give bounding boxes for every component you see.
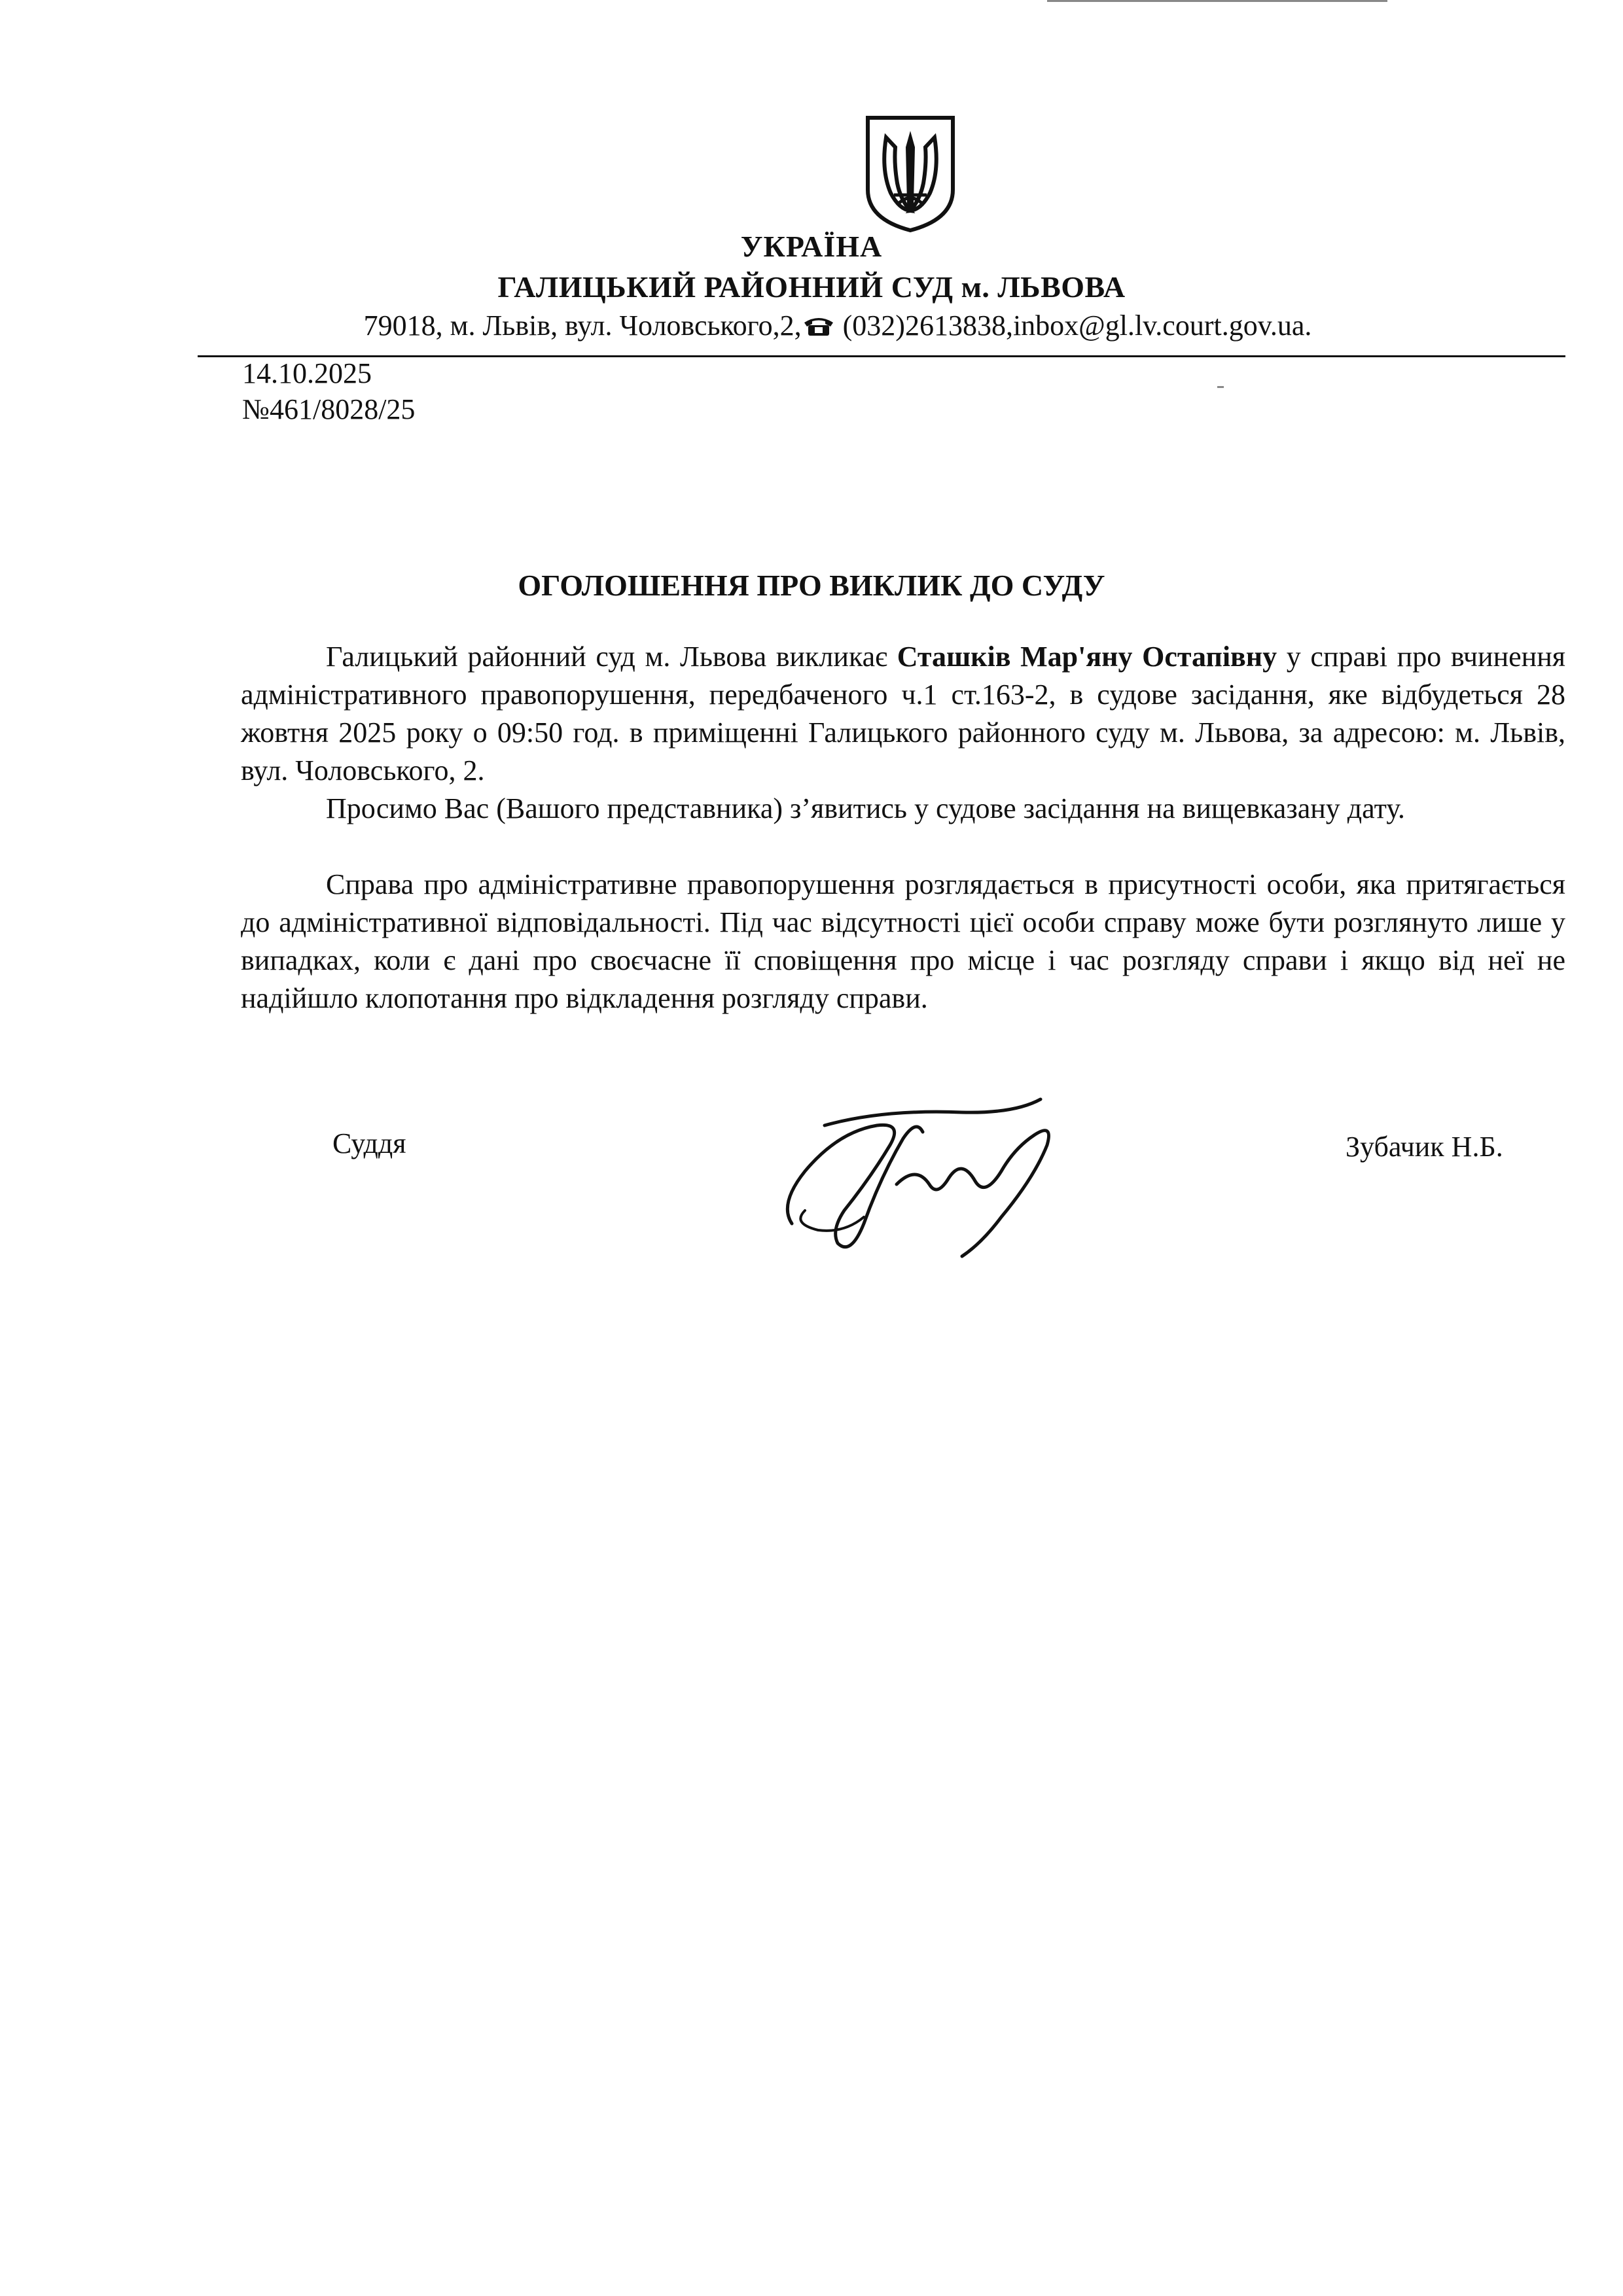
summons-intro: Галицький районний суд м. Львова викликає — [326, 641, 897, 673]
court-address-line — [26, 309, 1623, 342]
header-divider — [198, 355, 1565, 357]
summons-paragraph — [241, 638, 1565, 790]
court-phone: (032)2613838, — [835, 309, 1013, 342]
handwritten-signature — [766, 1073, 1080, 1269]
court-name: ГАЛИЦЬКИЙ РАЙОННИЙ СУД м. ЛЬВОВА — [497, 270, 1126, 304]
judge-name: Зубачик Н.Б. — [1346, 1131, 1503, 1163]
procedure-note-paragraph: Справа про адміністративне правопорушення розглядається в присутності особи, яка притягається до адміністративної відповідальності. Під час відсутності цієї особи справу може бути розглянуто лише у випадках, коли є дані про своєчасне її сповіщення про місце і час розгляду справи і якщо від неї не надійшло клопотання про відкладення розгляду справи. — [241, 868, 1565, 1014]
judge-role-label: Суддя — [332, 1127, 406, 1159]
court-email: inbox@gl.lv.court.gov.ua. — [1012, 309, 1312, 342]
scan-artifact — [1047, 0, 1387, 2]
summons-details: у справі про вчинення адміністративного правопорушення, передбаченого ч.1 ст.163-2, в судове засідання, яке відбудеться 28 жовтня 2025 року о 09:50 год. в приміщенні Галицького районного суду м. Львова, за адресою: м. Львів, вул. Чоловського, 2. — [241, 641, 1565, 786]
appearance-request-paragraph: Просимо Вас (Вашого представника) з’явитись у судове засідання на вищевказану дату. — [326, 792, 1405, 824]
summoned-person-name: Сташків Мар'яну Остапівну — [897, 641, 1277, 673]
document-date: 14.10.2025 — [242, 357, 372, 389]
document-title: ОГОЛОШЕННЯ ПРО ВИКЛИК ДО СУДУ — [518, 569, 1105, 602]
telephone-icon — [802, 315, 836, 337]
court-address: 79018, м. Львів, вул. Чоловського,2, — [363, 309, 802, 342]
scan-artifact — [1217, 386, 1224, 388]
country-title: УКРАЇНА — [740, 230, 883, 263]
coat-of-arms-icon — [861, 111, 959, 236]
document-number: №461/8028/25 — [242, 393, 416, 425]
